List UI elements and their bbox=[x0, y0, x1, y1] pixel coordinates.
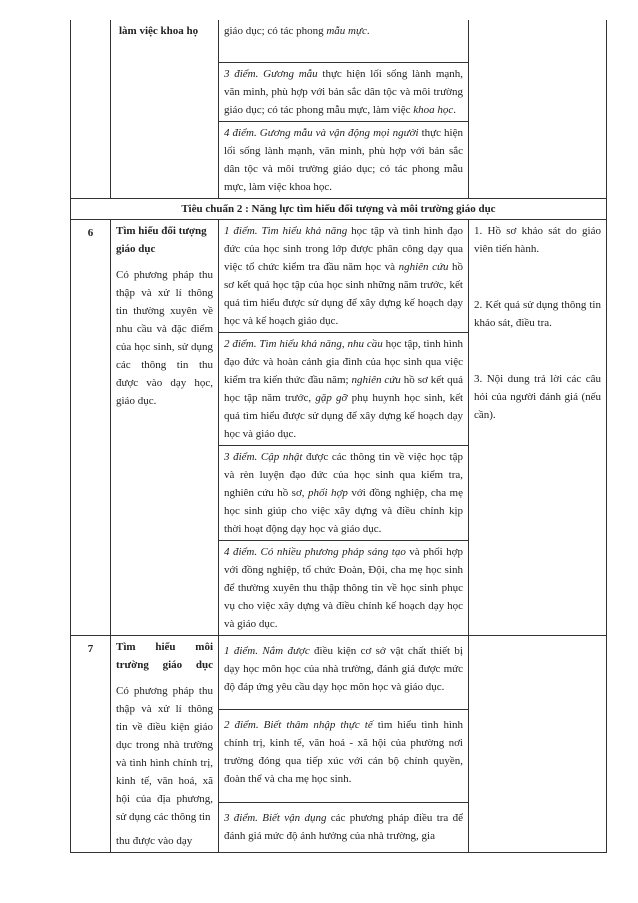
level-cell: 3 điểm. Cập nhật được các thông tin về việc học tập và rèn luyện đạo đức của học sinh qua kiểm tra, nghiên cứu hồ sơ, phối hợp với đồng nghiệp, cha mẹ học sinh giúp cho việc xây dựng và điều chỉnh kịp thời hoạt động dạy học và giáo dục. bbox=[219, 446, 469, 541]
evidence-cell bbox=[469, 636, 607, 853]
criterion-description: Có phương pháp thu thập và xử lí thông tin về điều kiện giáo dục trong nhà trường và tình hình chính trị, kinh tế, văn hoá, xã hội của địa phương, sử dụng các thông tin bbox=[116, 685, 213, 823]
level-cell: 4 điểm. Gương mẫu và vận động mọi người thực hiện lối sống lành mạnh, văn minh, phù hợp với bản sắc dân tộc và môi trường giáo dục; có tác phong mẫu mực, làm việc khoa học. bbox=[219, 122, 469, 199]
level-cell: 3 điểm. Gương mẫu thực hiện lối sống lành mạnh, văn minh, phù hợp với bản sắc dân tộc và môi trường giáo dục; có tác phong mẫu mực, làm việc khoa học. bbox=[219, 63, 469, 122]
table-row bbox=[71, 220, 607, 333]
document-page bbox=[70, 20, 608, 853]
level-cell: 1 điểm. Nắm được điều kiện cơ sở vật chất thiết bị dạy học môn học của nhà trường, đánh giá được mức độ đáp ứng yêu cầu dạy học môn học và giáo dục. bbox=[219, 636, 469, 710]
level-cell: 2 điểm. Tìm hiểu khả năng, nhu cầu học tập, tình hình đạo đức và hoàn cảnh gia đình của học sinh qua việc kiểm tra kiến thức đầu năm; nghiên cứu hồ sơ kết quả học tập năm trước, gặp gỡ phụ huynh học sinh, kết quả tìm hiểu được sử dụng để xây dựng kế hoạch dạy học và giáo dục. bbox=[219, 333, 469, 446]
criterion-cell bbox=[111, 636, 219, 853]
evidence-item: 3. Nội dung trả lời các câu hỏi của người đánh giá (nếu cần). bbox=[474, 373, 601, 421]
level-cell: 3 điểm. Biết vận dụng các phương pháp điều tra để đánh giá mức độ ảnh hưởng của nhà trường, gia bbox=[219, 803, 469, 853]
standard-heading: Tiêu chuẩn 2 : Năng lực tìm hiểu đối tượng và môi trường giáo dục bbox=[71, 199, 607, 220]
level-cell: giáo dục; có tác phong mẫu mực. bbox=[219, 20, 469, 63]
criterion-title-cell bbox=[111, 20, 219, 199]
table-row bbox=[71, 20, 607, 63]
row-number: 7 bbox=[71, 636, 111, 853]
criterion-title: Tìm hiểu môi trường giáo dục bbox=[116, 641, 213, 671]
row-number: 6 bbox=[71, 220, 111, 636]
criterion-description: Có phương pháp thu thập và xử lí thông tin thường xuyên về nhu cầu và đặc điểm của học sinh, sử dụng các thông tin thu được vào dạy học, giáo dục. bbox=[116, 269, 213, 407]
evidence-cell bbox=[469, 220, 607, 636]
criterion-title: Tìm hiểu đối tượng giáo dục bbox=[116, 225, 207, 255]
evidence-item: 1. Hồ sơ khảo sát do giáo viên tiến hành. bbox=[474, 225, 601, 255]
level-cell: 1 điểm. Tìm hiểu khả năng học tập và tình hình đạo đức của học sinh trong lớp được phân công dạy qua việc tổ chức kiểm tra đầu năm học và nghiên cứu hồ sơ kết quả học tập của học sinh những năm trước, kết quả tìm hiểu được sử dụng để xây dựng kế hoạch dạy học và kế hoạch giáo dục. bbox=[219, 220, 469, 333]
level-cell: 4 điểm. Có nhiều phương pháp sáng tạo và phối hợp với đồng nghiệp, tổ chức Đoàn, Đội, cha mẹ học sinh để thường xuyên thu thập thông tin về học sinh phục vụ cho việc xây dựng và điều chỉnh kế hoạch dạy học và giáo dục. bbox=[219, 541, 469, 636]
table-row bbox=[71, 199, 607, 220]
table-row bbox=[71, 636, 607, 710]
criterion-description-continued: thu được vào dạy bbox=[116, 835, 193, 847]
level-cell: 2 điểm. Biết thâm nhập thực tế tìm hiểu tình hình chính trị, kinh tế, văn hoá - xã hội của phường nơi trường đóng qua tiếp xúc với cán bộ chính quyền, đoàn thể và cha mẹ học sinh. bbox=[219, 709, 469, 803]
evidence-item: 2. Kết quả sử dụng thông tin khảo sát, điều tra. bbox=[474, 299, 601, 329]
criterion-title: làm việc khoa họ bbox=[119, 25, 199, 37]
evaluation-table bbox=[70, 20, 607, 853]
criterion-cell bbox=[111, 220, 219, 636]
